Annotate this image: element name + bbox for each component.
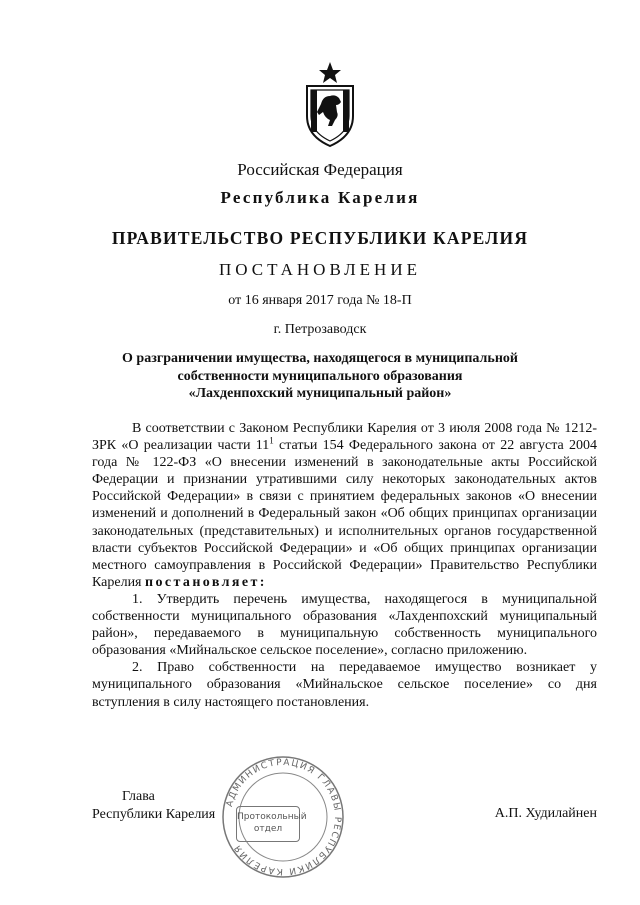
signature-title-line: Республики Карелия xyxy=(92,807,216,822)
document-type: ПОСТАНОВЛЕНИЕ xyxy=(218,260,421,279)
preamble-text-b: статьи 154 Федерального закона от 22 августа 2004 года № 122-ФЗ «О внесении изменений в законодательные акты Российской Федерации и признании утратившими силу некоторых законодательных актов Российской Федерации» в связи с принятием федеральных законов «О внесении изменений и дополнений в Федеральный закон «Об общих принципах организации законодательных (представительных) и исполнительных органов государственной власти субъектов Российской Федерации» и «Об общих принципах организации местного самоуправления в Российской Федерации» Правительство Республики Карелия xyxy=(92,438,597,590)
stamp-center-line: отдел xyxy=(253,824,283,834)
document-body xyxy=(92,420,597,711)
subject-line: «Лахденпохский муниципальный район» xyxy=(188,386,452,401)
superscript: 1 xyxy=(269,435,274,446)
government-title: ПРАВИТЕЛЬСТВО РЕСПУБЛИКИ КАРЕЛИЯ xyxy=(111,228,529,248)
signature-title xyxy=(92,788,215,824)
republic-name: Республика Карелия xyxy=(220,188,420,207)
signatory-name: А.П. Худилайнен xyxy=(494,806,597,821)
resolves-word: постановляет: xyxy=(145,574,267,590)
preamble-paragraph xyxy=(92,420,597,591)
signature-title-line: Глава xyxy=(122,789,155,804)
document-subject xyxy=(0,350,640,403)
country-name: Российская Федерация xyxy=(237,160,403,179)
stamp-center-line: Протокольный xyxy=(237,812,307,822)
subject-line: собственности муниципального образования xyxy=(177,368,463,384)
subject-line: О разграничении имущества, находящегося в муниципальной xyxy=(122,351,518,366)
item-paragraph-2: 2. Право собственности на передаваемое имущество возникает у муниципального образования «Мийнальское сельское поселение» со дня вступления в силу настоящего постановления. xyxy=(92,660,597,710)
preamble-text-a: В соответствии с Законом Республики Карелия от 3 июля 2008 года № 1212-ЗРК «О реализации части 11 xyxy=(92,421,597,454)
item-paragraph-1: 1. Утвердить перечень имущества, находящегося в муниципальной собственности муниципального образования «Лахденпохский муниципальный район», передаваемого в муниципальную собственность муниципального образования «Мийнальское сельское поселение», согласно приложению. xyxy=(92,591,597,659)
svg-text:АДМИНИСТРАЦИЯ ГЛАВЫ РЕСПУБЛИКИ: АДМИНИСТРАЦИЯ ГЛАВЫ РЕСПУБЛИКИ КАРЕЛИЯ xyxy=(225,757,343,877)
stamp-center-label xyxy=(236,806,307,842)
date-number: от 16 января 2017 года № 18-П xyxy=(228,293,412,308)
city-name: г. Петрозаводск xyxy=(273,322,367,337)
coat-of-arms-emblem xyxy=(295,60,365,148)
